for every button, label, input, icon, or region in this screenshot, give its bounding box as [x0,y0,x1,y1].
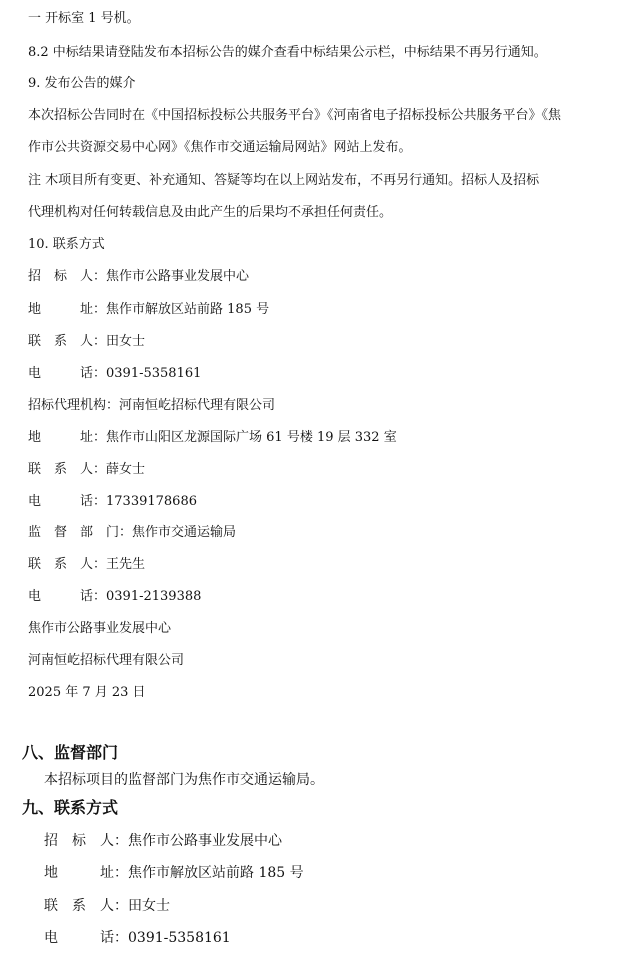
contact-row [28,397,275,415]
contact-value: 焦作市公路事业发展中心 [128,833,282,849]
contact-row [28,429,397,447]
section-9-title: 九、联系方式 [22,798,119,817]
contact-value: 焦作市山阳区龙源国际广场 61 号楼 19 层 332 室 [106,430,397,445]
contact-label: 电 话： [44,930,128,946]
contact-label: 监 督 部 门： [28,525,133,540]
contact-label: 招标代理机构： [28,398,120,413]
contact-label: 联 系 人： [44,898,128,914]
signature-org-1: 焦作市公路事业发展中心 [28,621,172,636]
contact-value: 田女士 [128,898,170,914]
media-line-1: 本次招标公告同时在《中国招标投标公共服务平台》《河南省电子招标投标公共服务平台》《焦 [28,108,562,123]
contact-row [28,365,201,383]
contact-label: 电 话： [28,494,107,509]
contact-row [28,556,145,574]
contact-label: 招 标 人： [44,833,128,849]
section-8-text: 本招标项目的监督部门为焦作市交通运输局。 [44,772,324,788]
item-8-2-text: 8.2 中标结果请登陆发布本招标公告的媒介查看中标结果公示栏，中标结果不再另行通知。 [28,45,547,60]
contact-value: 0391-5358161 [128,930,231,946]
contact-row [28,268,249,286]
contact-label: 联 系 人： [28,462,107,477]
contact-row [44,864,304,882]
contact-label: 地 址： [28,430,107,445]
contact-value: 焦作市交通运输局 [132,525,237,540]
opening-room-line: 一 开标室 1 号机。 [28,11,140,26]
media-line-2: 作市公共资源交易中心网》《焦作市交通运输局网站》网站上发布。 [28,140,412,155]
contact-value: 王先生 [106,557,146,572]
section-8-title: 八、监督部门 [22,743,119,762]
contact-row [28,333,145,351]
note-line-1: 注 木项目所有变更、补充通知、答疑等均在以上网站发布，不再另行通知。招标人及招标 [28,173,540,188]
contact-row [28,588,201,606]
contact-label: 联 系 人： [28,557,107,572]
contact-value: 焦作市公路事业发展中心 [106,269,250,284]
contact-label: 电 话： [28,366,107,381]
contact-label: 电 话： [28,589,107,604]
contact-row [28,524,236,542]
contact-label: 地 址： [28,302,107,317]
contact-row [44,929,231,947]
contact-value: 0391-5358161 [106,366,202,381]
contact-value: 河南恒屹招标代理有限公司 [119,398,276,413]
contact-label: 地 址： [44,865,128,881]
contact-value: 焦作市解放区站前路 185 号 [106,302,270,317]
contact-row [28,493,197,511]
contact-value: 薛女士 [106,462,146,477]
signature-date: 2025 年 7 月 23 日 [28,685,146,700]
item-9-title: 9. 发布公告的媒介 [28,76,136,91]
contact-row [28,301,269,319]
signature-org-2: 河南恒屹招标代理有限公司 [28,653,185,668]
contact-label: 联 系 人： [28,334,107,349]
contact-value: 焦作市解放区站前路 185 号 [128,865,304,881]
contact-row [28,461,145,479]
contact-value: 17339178686 [106,494,197,509]
note-line-2: 代理机构对任何转载信息及由此产生的后果均不承担任何责任。 [28,205,393,220]
contact-row [44,832,282,850]
contact-row [44,897,170,915]
contact-label: 招 标 人： [28,269,107,284]
contact-value: 0391-2139388 [106,589,202,604]
item-10-title: 10. 联系方式 [28,237,105,252]
contact-value: 田女士 [106,334,146,349]
